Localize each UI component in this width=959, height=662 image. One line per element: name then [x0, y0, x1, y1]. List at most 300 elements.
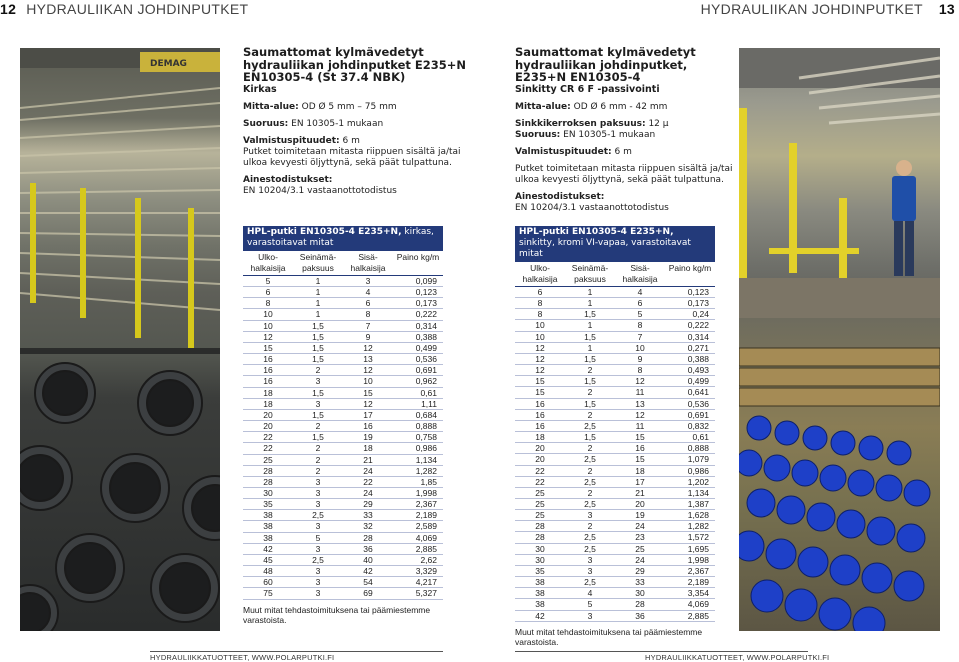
table-row [515, 432, 715, 443]
cell-inner-diameter: 19 [343, 432, 393, 443]
cell-inner-diameter: 8 [615, 365, 665, 376]
table-row [243, 577, 443, 588]
col-header-outer-diameter: Ulko-halkaisija [515, 262, 565, 287]
cell-inner-diameter: 23 [615, 532, 665, 543]
cell-inner-diameter: 7 [615, 331, 665, 342]
cell-weight: 5,327 [393, 588, 443, 599]
cell-weight: 0,986 [393, 443, 443, 454]
cell-outer-diameter: 5 [243, 276, 293, 287]
footer-rule-right [515, 651, 808, 652]
cell-inner-diameter: 17 [343, 409, 393, 420]
cell-wall-thickness: 5 [565, 599, 615, 610]
pipe-size-table [515, 262, 715, 622]
product-heading: Saumattomat kylmävedetyt hydrauliikan johdinputket, E235+N EN10305-4 [515, 45, 696, 84]
cell-weight: 0,499 [665, 376, 715, 387]
cell-inner-diameter: 10 [343, 376, 393, 387]
cell-wall-thickness: 1 [565, 287, 615, 298]
cell-outer-diameter: 16 [515, 398, 565, 409]
cell-inner-diameter: 7 [343, 320, 393, 331]
cell-outer-diameter: 35 [515, 565, 565, 576]
cell-outer-diameter: 22 [243, 432, 293, 443]
cell-wall-thickness: 2,5 [565, 476, 615, 487]
cell-weight: 0,271 [665, 342, 715, 353]
cell-outer-diameter: 10 [515, 320, 565, 331]
cell-wall-thickness: 1,5 [565, 309, 615, 320]
cell-inner-diameter: 16 [343, 421, 393, 432]
cell-weight: 1,134 [393, 454, 443, 465]
table-row [243, 543, 443, 554]
cell-weight: 3,354 [665, 588, 715, 599]
cell-outer-diameter: 28 [243, 465, 293, 476]
cell-inner-diameter: 8 [343, 309, 393, 320]
cell-wall-thickness: 2,5 [565, 454, 615, 465]
cell-inner-diameter: 16 [615, 443, 665, 454]
cell-weight: 0,173 [665, 298, 715, 309]
cell-inner-diameter: 54 [343, 577, 393, 588]
cell-inner-diameter: 18 [615, 465, 665, 476]
cell-inner-diameter: 5 [615, 309, 665, 320]
cell-outer-diameter: 28 [515, 532, 565, 543]
cell-outer-diameter: 38 [515, 588, 565, 599]
table-row [515, 309, 715, 320]
table-row [515, 387, 715, 398]
cell-weight: 0,173 [393, 298, 443, 309]
cell-inner-diameter: 20 [615, 498, 665, 509]
cell-weight: 1,572 [665, 532, 715, 543]
cell-weight: 1,387 [665, 498, 715, 509]
cell-wall-thickness: 1 [293, 287, 343, 298]
cell-outer-diameter: 25 [515, 487, 565, 498]
cell-weight: 0,499 [393, 342, 443, 353]
cell-wall-thickness: 1,5 [293, 320, 343, 331]
cell-outer-diameter: 8 [243, 298, 293, 309]
cell-wall-thickness: 1 [565, 342, 615, 353]
table-row [243, 409, 443, 420]
product-finish: Sinkitty CR 6 F -passivointi [515, 83, 660, 95]
cell-wall-thickness: 2,5 [293, 554, 343, 565]
table-row [515, 510, 715, 521]
cell-wall-thickness: 1 [565, 298, 615, 309]
cell-wall-thickness: 1,5 [565, 398, 615, 409]
blue-capped-pipes-illustration [739, 318, 940, 631]
product-heading: Saumattomat kylmävedetyt hydrauliikan johdinputket E235+N EN10305-4 (St 37.4 NBK) [243, 45, 467, 84]
cell-inner-diameter: 29 [615, 565, 665, 576]
cell-outer-diameter: 30 [515, 554, 565, 565]
cell-inner-diameter: 33 [343, 510, 393, 521]
cell-wall-thickness: 3 [293, 476, 343, 487]
cell-inner-diameter: 6 [615, 298, 665, 309]
table-row [515, 331, 715, 342]
cell-outer-diameter: 45 [243, 554, 293, 565]
cell-outer-diameter: 16 [243, 354, 293, 365]
cell-inner-diameter: 12 [615, 376, 665, 387]
cell-outer-diameter: 20 [515, 443, 565, 454]
cell-wall-thickness: 2,5 [565, 577, 615, 588]
table-row [243, 298, 443, 309]
table-row [515, 532, 715, 543]
table-row [243, 588, 443, 599]
cell-weight: 0,536 [393, 354, 443, 365]
cell-outer-diameter: 10 [243, 309, 293, 320]
cell-outer-diameter: 38 [515, 599, 565, 610]
blue-capped-pipes-photo [739, 318, 940, 631]
cell-outer-diameter: 38 [515, 577, 565, 588]
cell-wall-thickness: 2 [565, 365, 615, 376]
cell-weight: 4,217 [393, 577, 443, 588]
table-row [243, 398, 443, 409]
cell-inner-diameter: 13 [343, 354, 393, 365]
cell-inner-diameter: 11 [615, 420, 665, 431]
table-header-row [243, 251, 443, 276]
cell-outer-diameter: 10 [243, 320, 293, 331]
zinc-thickness: Sinkkikerroksen paksuus: 12 μ [515, 118, 669, 129]
cell-weight: 0,986 [665, 465, 715, 476]
product-description-bright [243, 46, 483, 197]
cell-outer-diameter: 16 [515, 409, 565, 420]
table-row [243, 276, 443, 287]
cell-inner-diameter: 28 [615, 599, 665, 610]
table-row [243, 454, 443, 465]
cell-inner-diameter: 11 [615, 387, 665, 398]
cell-inner-diameter: 29 [343, 499, 393, 510]
cell-outer-diameter: 15 [243, 342, 293, 353]
cell-weight: 2,367 [665, 565, 715, 576]
table-row [515, 487, 715, 498]
cell-weight: 0,222 [393, 309, 443, 320]
cell-outer-diameter: 16 [243, 376, 293, 387]
col-header-weight: Paino kg/m [393, 251, 443, 276]
cell-outer-diameter: 60 [243, 577, 293, 588]
cell-inner-diameter: 4 [615, 287, 665, 298]
col-header-outer-diameter: Ulko-halkaisija [243, 251, 293, 276]
cell-wall-thickness: 2 [293, 421, 343, 432]
cell-weight: 4,069 [665, 599, 715, 610]
table-title: HPL-putki EN10305-4 E235+N, kirkas, varastoitavat mitat [243, 226, 443, 251]
cell-inner-diameter: 30 [615, 588, 665, 599]
cell-wall-thickness: 2,5 [565, 420, 615, 431]
table-footnote: Muut mitat tehdastoimituksena tai päämiestemme varastoista. [515, 626, 703, 647]
straightness: Suoruus: EN 10305-1 mukaan [515, 129, 656, 140]
table-row [515, 521, 715, 532]
cell-inner-diameter: 22 [343, 476, 393, 487]
size-range: Mitta-alue: OD Ø 5 mm – 75 mm [243, 101, 397, 112]
table-row [515, 420, 715, 431]
certificates-label: Ainestodistukset: [243, 174, 333, 185]
table-row [243, 376, 443, 387]
cell-wall-thickness: 2 [293, 454, 343, 465]
cell-weight: 0,099 [393, 276, 443, 287]
cell-weight: 0,222 [665, 320, 715, 331]
cell-outer-diameter: 22 [515, 476, 565, 487]
cell-weight: 0,691 [665, 409, 715, 420]
cell-outer-diameter: 6 [515, 287, 565, 298]
table-row [243, 421, 443, 432]
cell-weight: 1,998 [665, 554, 715, 565]
cell-wall-thickness: 5 [293, 532, 343, 543]
table-row [515, 342, 715, 353]
table-row [515, 454, 715, 465]
cell-inner-diameter: 12 [615, 409, 665, 420]
cell-weight: 1,695 [665, 543, 715, 554]
table-row [515, 353, 715, 364]
cell-wall-thickness: 1 [293, 276, 343, 287]
cell-outer-diameter: 25 [515, 498, 565, 509]
col-header-inner-diameter: Sisä-halkaisija [615, 262, 665, 287]
cell-weight: 1,134 [665, 487, 715, 498]
table-row [515, 398, 715, 409]
demag-sign: DEMAG [150, 59, 187, 69]
cell-inner-diameter: 12 [343, 398, 393, 409]
cell-weight: 0,888 [393, 421, 443, 432]
cell-outer-diameter: 22 [243, 443, 293, 454]
cell-weight: 0,536 [665, 398, 715, 409]
cell-wall-thickness: 3 [565, 554, 615, 565]
cell-wall-thickness: 3 [565, 610, 615, 621]
certificates-value: EN 10204/3.1 vastaanottotodistus [515, 202, 669, 213]
certificates-value: EN 10204/3.1 vastaanottotodistus [243, 185, 397, 196]
cell-outer-diameter: 22 [515, 465, 565, 476]
table-row [515, 409, 715, 420]
cell-outer-diameter: 8 [515, 298, 565, 309]
cell-outer-diameter: 20 [243, 421, 293, 432]
cell-outer-diameter: 12 [515, 353, 565, 364]
cell-weight: 2,589 [393, 521, 443, 532]
worker-figure [892, 160, 916, 276]
pipe-size-table-zinc [515, 226, 715, 647]
cell-inner-diameter: 33 [615, 577, 665, 588]
cell-outer-diameter: 38 [243, 521, 293, 532]
cell-weight: 1,282 [665, 521, 715, 532]
cell-wall-thickness: 4 [565, 588, 615, 599]
table-row [243, 365, 443, 376]
cell-wall-thickness: 3 [293, 566, 343, 577]
cell-wall-thickness: 1,5 [293, 432, 343, 443]
warehouse-pipes-illustration [20, 48, 220, 631]
cell-weight: 4,069 [393, 532, 443, 543]
cell-outer-diameter: 28 [243, 476, 293, 487]
cell-wall-thickness: 1,5 [293, 331, 343, 342]
cell-inner-diameter: 9 [343, 331, 393, 342]
cell-weight: 0,61 [393, 387, 443, 398]
delivery-text: Putket toimitetaan mitasta riippuen sisältä ja/tai ulkoa kevyesti öljyttynä, sekä päät tulpattuna. [243, 146, 461, 168]
cell-wall-thickness: 2 [565, 387, 615, 398]
cell-wall-thickness: 3 [293, 588, 343, 599]
cell-outer-diameter: 16 [515, 420, 565, 431]
table-row [243, 287, 443, 298]
table-row [515, 554, 715, 565]
cell-weight: 0,758 [393, 432, 443, 443]
cell-inner-diameter: 13 [615, 398, 665, 409]
table-row [243, 476, 443, 487]
cell-wall-thickness: 2,5 [565, 532, 615, 543]
cell-wall-thickness: 1 [293, 309, 343, 320]
cell-outer-diameter: 15 [515, 387, 565, 398]
table-row [243, 309, 443, 320]
product-description-zinc [515, 46, 737, 214]
table-row [515, 565, 715, 576]
pipe-size-table-bright [243, 226, 443, 625]
certificates-label: Ainestodistukset: [515, 191, 605, 202]
cell-outer-diameter: 12 [515, 365, 565, 376]
table-row [243, 342, 443, 353]
cell-wall-thickness: 1,5 [565, 331, 615, 342]
cell-outer-diameter: 28 [515, 521, 565, 532]
cell-weight: 1,079 [665, 454, 715, 465]
cell-wall-thickness: 2 [293, 365, 343, 376]
cell-wall-thickness: 2,5 [293, 510, 343, 521]
cell-outer-diameter: 15 [515, 376, 565, 387]
cell-wall-thickness: 1,5 [565, 353, 615, 364]
cell-outer-diameter: 38 [243, 532, 293, 543]
page-header-left [0, 0, 248, 18]
table-row [243, 487, 443, 498]
table-row [243, 521, 443, 532]
table-row [243, 566, 443, 577]
cell-wall-thickness: 1,5 [293, 409, 343, 420]
cell-outer-diameter: 35 [243, 499, 293, 510]
delivery-text: Putket toimitetaan mitasta riippuen sisältä ja/tai ulkoa kevyesti öljyttynä, sekä päät tulpattuna. [515, 163, 733, 185]
cell-wall-thickness: 2 [565, 521, 615, 532]
cell-wall-thickness: 3 [565, 510, 615, 521]
cell-weight: 3,329 [393, 566, 443, 577]
cell-weight: 1,85 [393, 476, 443, 487]
cell-outer-diameter: 30 [243, 487, 293, 498]
cell-inner-diameter: 21 [343, 454, 393, 465]
page-number-left: 12 [0, 1, 17, 17]
footer-right: HYDRAULIIKKATUOTTEET, WWW.POLARPUTKI.FI [645, 653, 830, 662]
cell-wall-thickness: 3 [293, 521, 343, 532]
cell-inner-diameter: 12 [343, 342, 393, 353]
col-header-weight: Paino kg/m [665, 262, 715, 287]
manufacturing-lengths: Valmistuspituudet: 6 m [243, 135, 360, 146]
cell-wall-thickness: 2 [565, 443, 615, 454]
page-title-left: HYDRAULIIKAN JOHDINPUTKET [26, 1, 249, 17]
cell-weight: 0,314 [393, 320, 443, 331]
cell-outer-diameter: 6 [243, 287, 293, 298]
table-row [515, 577, 715, 588]
cell-inner-diameter: 69 [343, 588, 393, 599]
cell-inner-diameter: 10 [615, 342, 665, 353]
table-row [243, 331, 443, 342]
cell-weight: 0,123 [393, 287, 443, 298]
table-row [515, 465, 715, 476]
table-row [515, 443, 715, 454]
cell-outer-diameter: 18 [515, 432, 565, 443]
cell-wall-thickness: 1,5 [293, 387, 343, 398]
cell-inner-diameter: 36 [343, 543, 393, 554]
table-row [515, 298, 715, 309]
cell-inner-diameter: 42 [343, 566, 393, 577]
footer-left: HYDRAULIIKKATUOTTEET, WWW.POLARPUTKI.FI [150, 653, 335, 662]
cell-inner-diameter: 15 [343, 387, 393, 398]
cell-weight: 0,314 [665, 331, 715, 342]
table-row [243, 554, 443, 565]
table-row [243, 320, 443, 331]
table-row [243, 387, 443, 398]
col-header-wall-thickness: Seinämä-paksuus [293, 251, 343, 276]
cell-wall-thickness: 1,5 [565, 432, 615, 443]
cell-wall-thickness: 2,5 [565, 498, 615, 509]
table-row [515, 498, 715, 509]
cell-weight: 0,388 [393, 331, 443, 342]
cell-weight: 0,24 [665, 309, 715, 320]
cell-wall-thickness: 1 [293, 298, 343, 309]
cell-weight: 0,888 [665, 443, 715, 454]
table-row [515, 543, 715, 554]
cell-outer-diameter: 18 [243, 398, 293, 409]
page-number-right: 13 [938, 1, 955, 17]
cell-wall-thickness: 3 [293, 398, 343, 409]
table-row [515, 588, 715, 599]
cell-weight: 1,202 [665, 476, 715, 487]
cell-inner-diameter: 24 [343, 487, 393, 498]
cell-weight: 2,885 [393, 543, 443, 554]
table-header-row [515, 262, 715, 287]
cell-outer-diameter: 42 [515, 610, 565, 621]
cell-wall-thickness: 1 [565, 320, 615, 331]
table-footnote: Muut mitat tehdastoimituksena tai päämiestemme varastoista. [243, 604, 431, 625]
cell-outer-diameter: 30 [515, 543, 565, 554]
cell-inner-diameter: 21 [615, 487, 665, 498]
table-row [243, 532, 443, 543]
cell-weight: 2,189 [393, 510, 443, 521]
cell-wall-thickness: 2 [565, 409, 615, 420]
cell-inner-diameter: 12 [343, 365, 393, 376]
cell-wall-thickness: 1,5 [293, 342, 343, 353]
cell-inner-diameter: 18 [343, 443, 393, 454]
cell-weight: 0,691 [393, 365, 443, 376]
cell-wall-thickness: 1,5 [565, 376, 615, 387]
cell-outer-diameter: 38 [243, 510, 293, 521]
table-row [515, 476, 715, 487]
cell-outer-diameter: 25 [243, 454, 293, 465]
product-finish: Kirkas [243, 83, 277, 95]
cell-inner-diameter: 24 [615, 521, 665, 532]
cell-weight: 0,123 [665, 287, 715, 298]
cell-outer-diameter: 20 [515, 454, 565, 465]
table-row [515, 376, 715, 387]
table-row [243, 510, 443, 521]
cell-inner-diameter: 28 [343, 532, 393, 543]
cell-weight: 0,684 [393, 409, 443, 420]
cell-weight: 1,282 [393, 465, 443, 476]
cell-outer-diameter: 20 [243, 409, 293, 420]
cell-weight: 0,493 [665, 365, 715, 376]
page-title-right: HYDRAULIIKAN JOHDINPUTKET [700, 1, 923, 17]
cell-wall-thickness: 2 [293, 443, 343, 454]
cell-inner-diameter: 8 [615, 320, 665, 331]
cell-weight: 1,998 [393, 487, 443, 498]
cell-wall-thickness: 2,5 [565, 543, 615, 554]
cell-weight: 0,61 [665, 432, 715, 443]
manufacturing-lengths: Valmistuspituudet: 6 m [515, 146, 632, 157]
warehouse-worker-illustration [739, 48, 940, 318]
cell-outer-diameter: 12 [243, 331, 293, 342]
cell-inner-diameter: 24 [343, 465, 393, 476]
warehouse-worker-photo [739, 48, 940, 318]
col-header-wall-thickness: Seinämä-paksuus [565, 262, 615, 287]
cell-inner-diameter: 9 [615, 353, 665, 364]
cell-outer-diameter: 10 [515, 331, 565, 342]
cell-inner-diameter: 17 [615, 476, 665, 487]
col-header-inner-diameter: Sisä-halkaisija [343, 251, 393, 276]
footer-rule-left [150, 651, 443, 652]
cell-inner-diameter: 24 [615, 554, 665, 565]
cell-outer-diameter: 75 [243, 588, 293, 599]
cell-wall-thickness: 3 [293, 499, 343, 510]
cell-outer-diameter: 8 [515, 309, 565, 320]
cell-inner-diameter: 4 [343, 287, 393, 298]
